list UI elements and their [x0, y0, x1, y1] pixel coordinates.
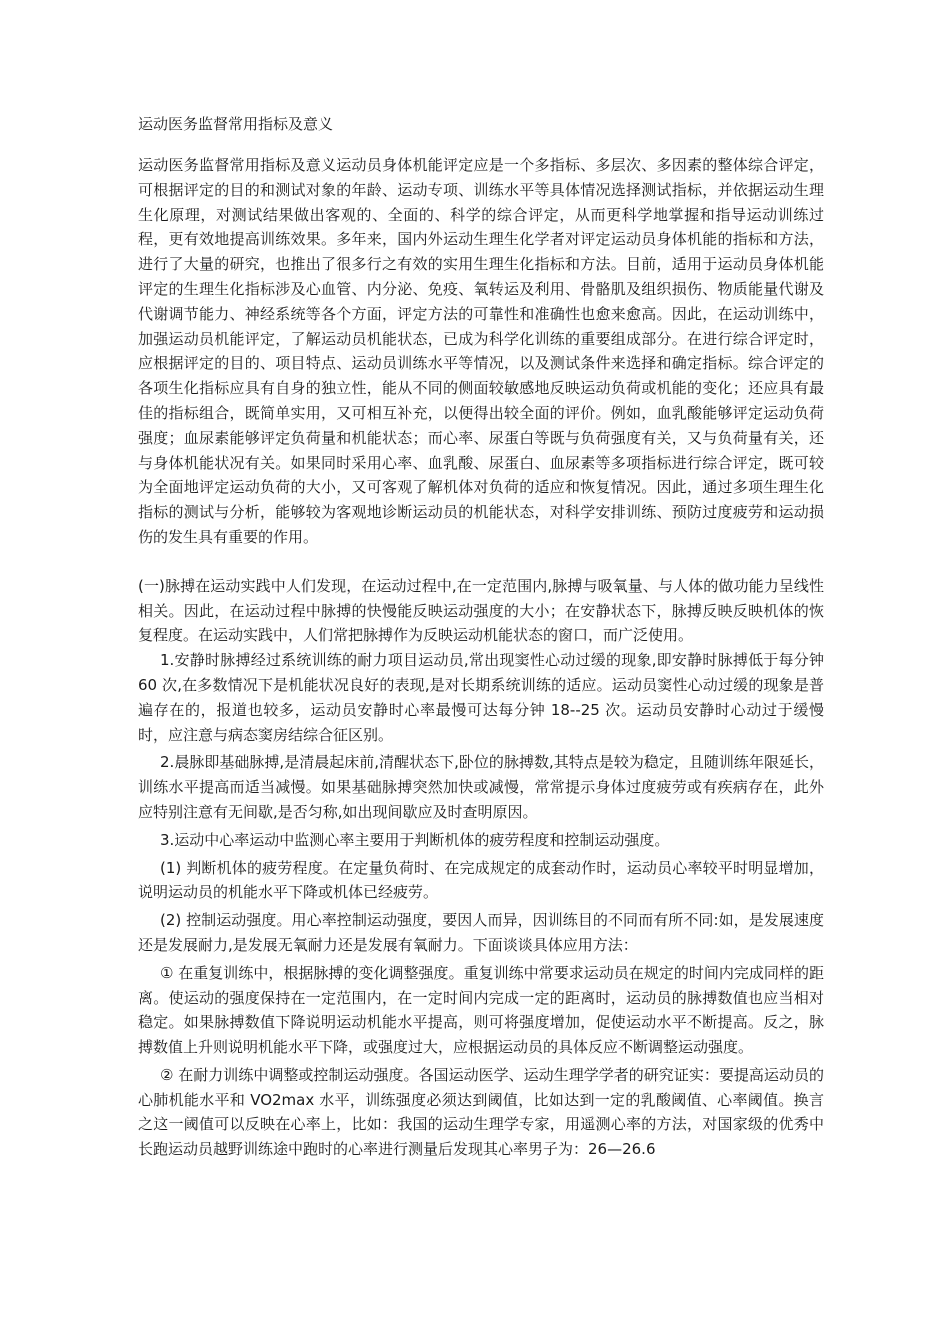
sub-item-intensity: (2) 控制运动强度。用心率控制运动强度，要因人而异，因训练目的不同而有所不同:如，是发展速度还是发展耐力,是发展无氧耐力还是发展有氧耐力。下面谈谈具体应用方法：: [138, 911, 824, 954]
document-page: [138, 112, 824, 1162]
circled-item-endurance-training: ② 在耐力训练中调整或控制运动强度。各国运动医学、运动生理学学者的研究证实：要提高运动员的心肺机能水平和 VO2max 水平，训练强度必须达到阈值，比如达到一定的乳酸阈值、心率阈值。换言之这一阈值可以反映在心率上，比如：我国的运动生理学专家，用遥测心率的方法，对国家级的优秀中长跑运动员越野训练途中跑时的心率进行测量后发现其心率男子为：26—26.6: [138, 1065, 824, 1159]
intro-paragraph: 运动医务监督常用指标及意义运动员身体机能评定应是一个多指标、多层次、多因素的整体综合评定，可根据评定的目的和测试对象的年龄、运动专项、训练水平等具体情况选择测试指标，并依据运动生理生化原理，对测试结果做出客观的、全面的、科学的综合评定，从而更科学地掌握和指导运动训练过程，更有效地提高训练效果。多年来，国内外运动生理生化学者对评定运动员身体机能的指标和方法，进行了大量的研究，也推出了很多行之有效的实用生理生化指标和方法。目前，适用于运动员身体机能评定的生理生化指标涉及心血管、内分泌、免疫、氧转运及利用、骨骼肌及组织损伤、物质能量代谢及代谢调节能力、神经系统等各个方面，评定方法的可靠性和准确性也愈来愈高。因此，在运动训练中，加强运动员机能评定，了解运动员机能状态，已成为科学化训练的重要组成部分。在进行综合评定时，应根据评定的目的、项目特点、运动员训练水平等情况，以及测试条件来选择和确定指标。综合评定的各项生化指标应具有自身的独立性，能从不同的侧面较敏感地反映运动负荷或机能的变化；还应具有最佳的指标组合，既简单实用，又可相互补充，以便得出较全面的评价。例如，血乳酸能够评定运动负荷强度；血尿素能够评定负荷量和机能状态；而心率、尿蛋白等既与负荷强度有关，又与负荷量有关，还与身体机能状况有关。如果同时采用心率、血乳酸、尿蛋白、血尿素等多项指标进行综合评定，既可较为全面地评定运动负荷的大小，又可客观了解机体对负荷的适应和恢复情况。因此，通过多项生理生化指标的测试与分析，能够较为客观地诊断运动员的机能状态，对科学安排训练、预防过度疲劳和运动损伤的发生具有重要的作用。: [138, 156, 824, 546]
document-title: 运动医务监督常用指标及意义: [138, 115, 334, 133]
item-exercise-heart-rate: 3.运动中心率运动中监测心率主要用于判断机体的疲劳程度和控制运动强度。: [160, 830, 670, 849]
item-resting-pulse: 1.安静时脉搏经过系统训练的耐力项目运动员,常出现窦性心动过缓的现象,即安静时脉搏低于每分钟 60 次,在多数情况下是机能状况良好的表现,是对长期系统训练的适应。运动员窦性心动过缓的现象是普遍存在的，报道也较多，运动员安静时心率最慢可达每分钟 18--25 次。运动员安静时心动过于缓慢时，应注意与病态窦房结综合征区别。: [138, 651, 824, 744]
paragraph-gap: [138, 550, 824, 574]
circled-item-repeat-training: ① 在重复训练中，根据脉搏的变化调整强度。重复训练中常要求运动员在规定的时间内完成同样的距离。使运动的强度保持在一定范围内，在一定时间内完成一定的距离时，运动员的脉搏数值也应当相对稳定。如果脉搏数值下降说明运动机能水平提高，则可将强度增加，促使运动水平不断提高。反之，脉搏数值上升则说明机能水平下降，或强度过大，应根据运动员的具体反应不断调整运动强度。: [138, 963, 824, 1057]
item-morning-pulse: 2.晨脉即基础脉搏,是清晨起床前,清醒状态下,卧位的脉搏数,其特点是较为稳定，且随训练年限延长，训练水平提高而适当减慢。如果基础脉搏突然加快或减慢，常常提示身体过度疲劳或有疾病存在，此外应特别注意有无间歇,是否匀称,如出现间歇应及时查明原因。: [138, 753, 824, 821]
sub-item-fatigue: (1) 判断机体的疲劳程度。在定量负荷时、在完成规定的成套动作时，运动员心率较平时明显增加，说明运动员的机能水平下降或机体已经疲劳。: [138, 858, 824, 902]
section-pulse-paragraph: (一)脉搏在运动实践中人们发现，在运动过程中,在一定范围内,脉搏与吸氧量、与人体的做功能力呈线性相关。因此，在运动过程中脉搏的快慢能反映运动强度的大小；在安静状态下，脉搏反映反映机体的恢复程度。在运动实践中，人们常把脉搏作为反映运动机能状态的窗口，而广泛使用。: [138, 576, 824, 645]
